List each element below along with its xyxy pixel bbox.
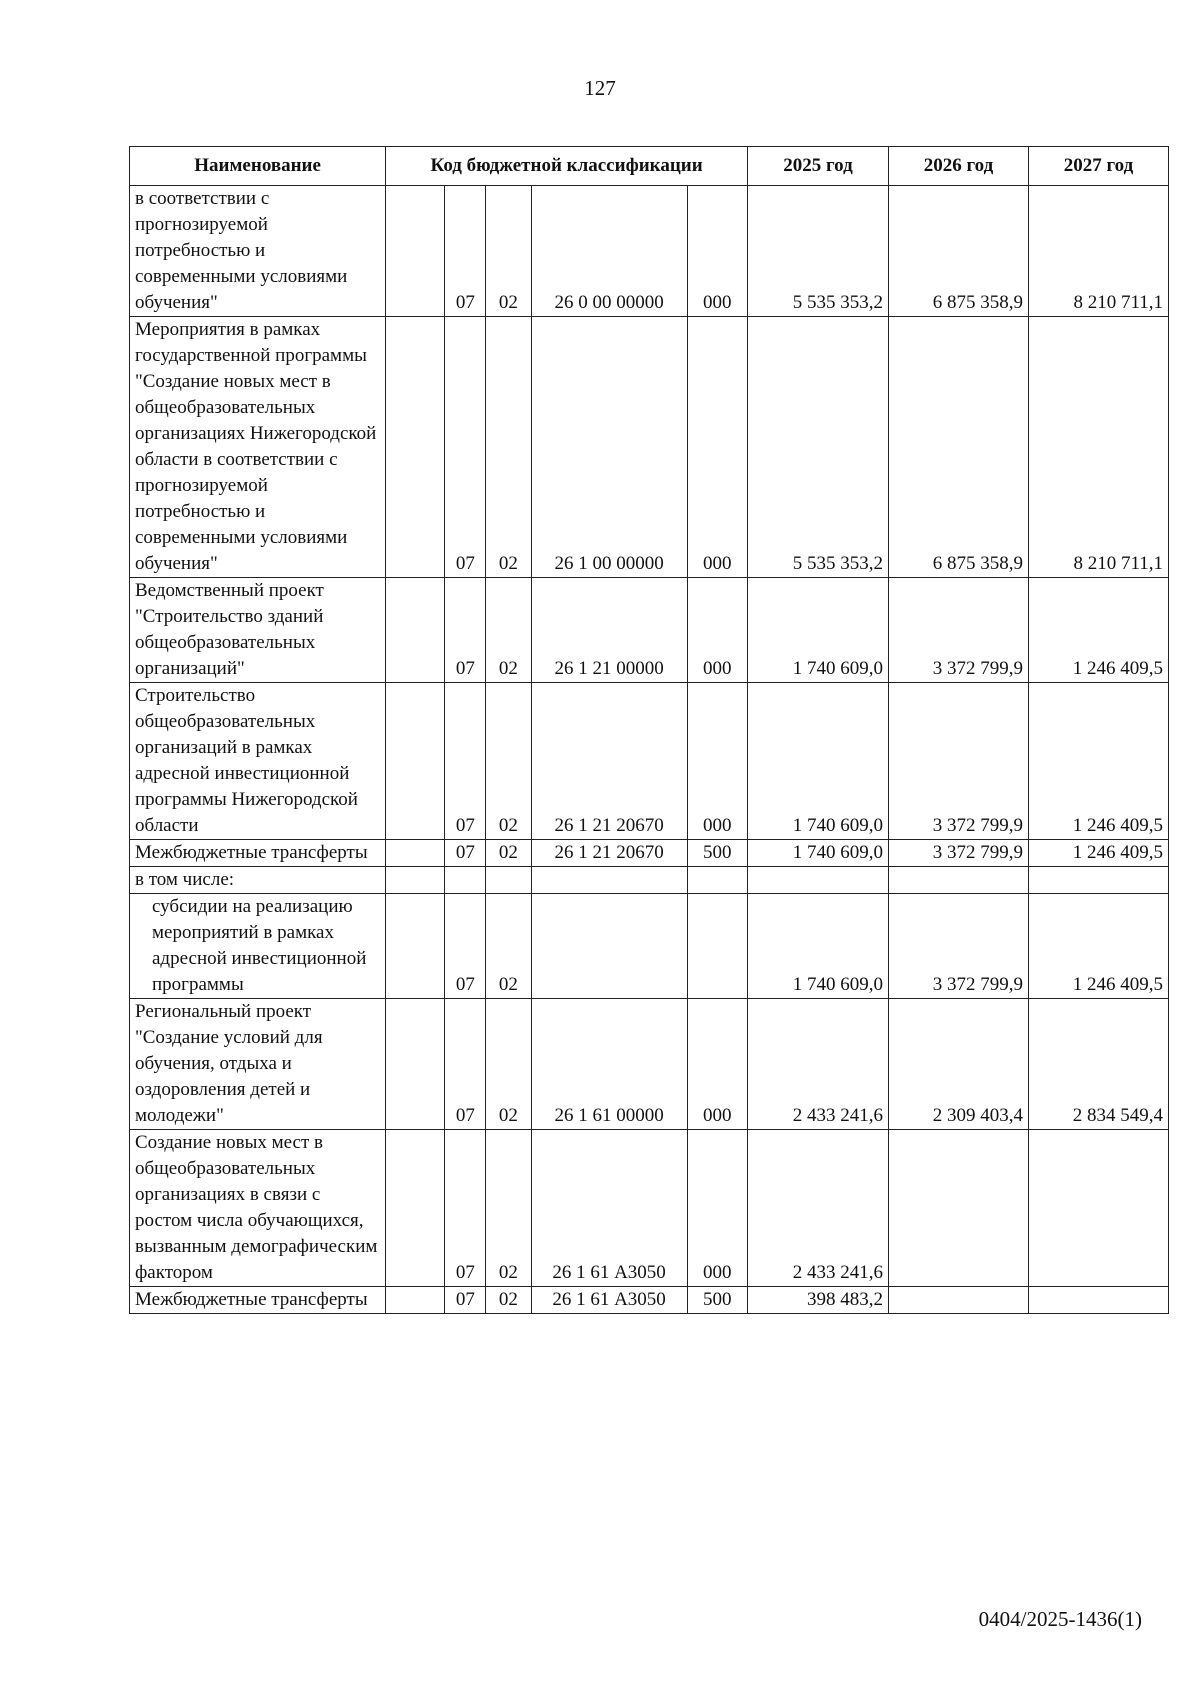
- header-code: Код бюджетной классификации: [386, 147, 748, 186]
- code-cell-type: [687, 894, 747, 999]
- amount-2025: 2 433 241,6: [747, 999, 888, 1130]
- code-cell-type: 000: [687, 999, 747, 1130]
- row-name: в соответствии с прогнозируемой потребностью и современными условиями обучения": [130, 186, 386, 317]
- header-2027: 2027 год: [1028, 147, 1168, 186]
- code-cell-subsection: 02: [486, 186, 531, 317]
- amount-2026: 3 372 799,9: [889, 578, 1029, 683]
- header-2025: 2025 год: [747, 147, 888, 186]
- amount-2025: 5 535 353,2: [747, 186, 888, 317]
- code-cell-subsection: 02: [486, 317, 531, 578]
- code-cell-type: 000: [687, 578, 747, 683]
- code-cell-1: [386, 1287, 445, 1314]
- amount-2025: 5 535 353,2: [747, 317, 888, 578]
- code-cell-type: [687, 867, 747, 894]
- amount-2027: [1028, 1130, 1168, 1287]
- table-row: [130, 683, 1169, 840]
- code-cell-type: 000: [687, 1130, 747, 1287]
- code-cell-section: 07: [445, 1287, 486, 1314]
- code-cell-target: [531, 867, 687, 894]
- row-name: Ведомственный проект "Строительство зданий общеобразовательных организаций": [130, 578, 386, 683]
- table-row: [130, 1130, 1169, 1287]
- row-name: Межбюджетные трансферты: [130, 840, 386, 867]
- table-row: [130, 840, 1169, 867]
- table-row: [130, 578, 1169, 683]
- amount-2026: 3 372 799,9: [889, 683, 1029, 840]
- amount-2027: 1 246 409,5: [1028, 840, 1168, 867]
- code-cell-target: 26 0 00 00000: [531, 186, 687, 317]
- code-cell-1: [386, 867, 445, 894]
- code-cell-section: 07: [445, 317, 486, 578]
- table-row: [130, 186, 1169, 317]
- code-cell-type: 000: [687, 186, 747, 317]
- header-2026: 2026 год: [889, 147, 1029, 186]
- amount-2027: 8 210 711,1: [1028, 317, 1168, 578]
- row-name: Мероприятия в рамках государственной программы "Создание новых мест в общеобразовательных организациях Нижегородской области в соответствии с прогнозируемой потребностью и современными условиями обучения": [130, 317, 386, 578]
- amount-2026: 3 372 799,9: [889, 840, 1029, 867]
- code-cell-subsection: 02: [486, 1287, 531, 1314]
- code-cell-type: 500: [687, 1287, 747, 1314]
- amount-2025: 2 433 241,6: [747, 1130, 888, 1287]
- amount-2027: 1 246 409,5: [1028, 683, 1168, 840]
- code-cell-subsection: 02: [486, 683, 531, 840]
- amount-2026: [889, 1287, 1029, 1314]
- code-cell-subsection: 02: [486, 999, 531, 1130]
- code-cell-type: 000: [687, 683, 747, 840]
- code-cell-1: [386, 317, 445, 578]
- code-cell-subsection: 02: [486, 894, 531, 999]
- amount-2027: 1 246 409,5: [1028, 894, 1168, 999]
- code-cell-target: 26 1 21 00000: [531, 578, 687, 683]
- amount-2026: 6 875 358,9: [889, 186, 1029, 317]
- code-cell-section: [445, 867, 486, 894]
- row-name: в том числе:: [130, 867, 386, 894]
- amount-2027: 2 834 549,4: [1028, 999, 1168, 1130]
- row-name: Строительство общеобразовательных организаций в рамках адресной инвестиционной программы Нижегородской области: [130, 683, 386, 840]
- row-name: Региональный проект "Создание условий для обучения, отдыха и оздоровления детей и молодежи": [130, 999, 386, 1130]
- code-cell-subsection: [486, 867, 531, 894]
- amount-2027: [1028, 867, 1168, 894]
- table-row: [130, 999, 1169, 1130]
- table-row: [130, 867, 1169, 894]
- amount-2026: [889, 1130, 1029, 1287]
- amount-2027: 8 210 711,1: [1028, 186, 1168, 317]
- row-name: Создание новых мест в общеобразовательных организациях в связи с ростом числа обучающихся, вызванным демографическим фактором: [130, 1130, 386, 1287]
- table-header-row: [130, 147, 1169, 186]
- amount-2026: 2 309 403,4: [889, 999, 1029, 1130]
- row-name: Межбюджетные трансферты: [130, 1287, 386, 1314]
- code-cell-section: 07: [445, 840, 486, 867]
- code-cell-section: 07: [445, 578, 486, 683]
- code-cell-section: 07: [445, 683, 486, 840]
- code-cell-1: [386, 1130, 445, 1287]
- document-id: 0404/2025-1436(1): [978, 1607, 1142, 1631]
- amount-2025: 398 483,2: [747, 1287, 888, 1314]
- code-cell-type: 000: [687, 317, 747, 578]
- table-row: [130, 894, 1169, 999]
- code-cell-1: [386, 999, 445, 1130]
- code-cell-section: 07: [445, 1130, 486, 1287]
- amount-2025: [747, 867, 888, 894]
- amount-2026: [889, 867, 1029, 894]
- table-row: [130, 317, 1169, 578]
- code-cell-target: 26 1 21 20670: [531, 840, 687, 867]
- code-cell-section: 07: [445, 999, 486, 1130]
- code-cell-1: [386, 186, 445, 317]
- code-cell-1: [386, 683, 445, 840]
- code-cell-target: 26 1 21 20670: [531, 683, 687, 840]
- code-cell-type: 500: [687, 840, 747, 867]
- table-row: [130, 1287, 1169, 1314]
- amount-2025: 1 740 609,0: [747, 840, 888, 867]
- code-cell-1: [386, 840, 445, 867]
- code-cell-subsection: 02: [486, 1130, 531, 1287]
- amount-2027: 1 246 409,5: [1028, 578, 1168, 683]
- code-cell-target: [531, 894, 687, 999]
- amount-2025: 1 740 609,0: [747, 578, 888, 683]
- code-cell-1: [386, 578, 445, 683]
- amount-2025: 1 740 609,0: [747, 894, 888, 999]
- amount-2025: 1 740 609,0: [747, 683, 888, 840]
- code-cell-target: 26 1 61 00000: [531, 999, 687, 1130]
- code-cell-subsection: 02: [486, 840, 531, 867]
- budget-table: [129, 146, 1169, 1314]
- row-name: субсидии на реализацию мероприятий в рамках адресной инвестиционной программы: [130, 894, 386, 999]
- code-cell-subsection: 02: [486, 578, 531, 683]
- header-name: Наименование: [130, 147, 386, 186]
- code-cell-target: 26 1 61 А3050: [531, 1287, 687, 1314]
- code-cell-target: 26 1 61 А3050: [531, 1130, 687, 1287]
- code-cell-section: 07: [445, 186, 486, 317]
- amount-2027: [1028, 1287, 1168, 1314]
- code-cell-1: [386, 894, 445, 999]
- amount-2026: 3 372 799,9: [889, 894, 1029, 999]
- code-cell-section: 07: [445, 894, 486, 999]
- code-cell-target: 26 1 00 00000: [531, 317, 687, 578]
- amount-2026: 6 875 358,9: [889, 317, 1029, 578]
- page-number: 127: [584, 76, 616, 100]
